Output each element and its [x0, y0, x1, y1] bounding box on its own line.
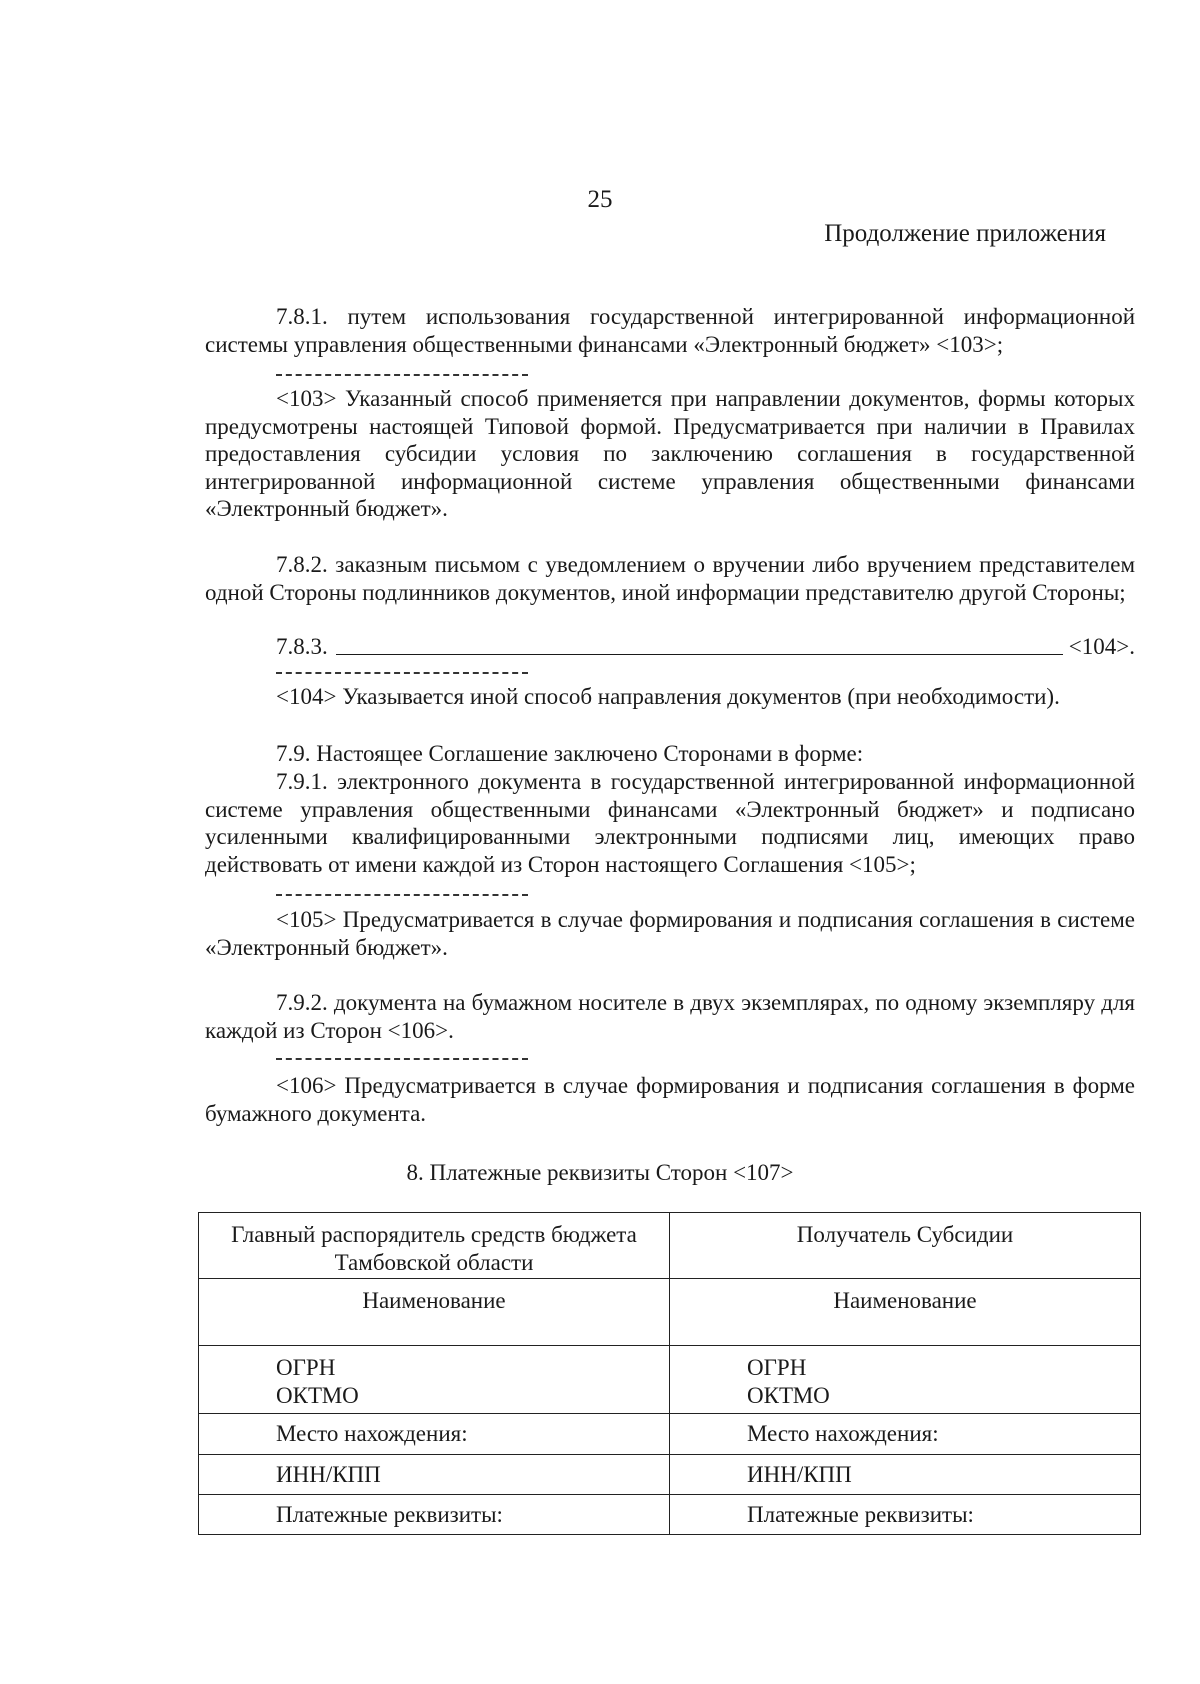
name-label: Наименование	[362, 1288, 506, 1313]
page-number: 25	[587, 186, 613, 213]
ogrn-label: ОГРН	[276, 1355, 336, 1380]
name-cell-recipient	[670, 1279, 1141, 1346]
location-label: Место нахождения:	[747, 1421, 939, 1446]
location-label: Место нахождения:	[276, 1421, 468, 1446]
footnote-104: <104> Указывается иной способ направления документов (при необходимости).	[276, 684, 1060, 709]
oktmo-label: ОКТМО	[276, 1383, 359, 1408]
blank-line	[336, 653, 1063, 655]
header-grantor-line2: Тамбовской области	[334, 1250, 534, 1275]
continuation-label: Продолжение приложения	[824, 220, 1106, 247]
payment-cell-recipient	[670, 1495, 1141, 1535]
header-recipient: Получатель Субсидии	[796, 1222, 1014, 1247]
name-label: Наименование	[833, 1288, 977, 1313]
inn-kpp-label: ИНН/КПП	[276, 1462, 381, 1487]
payment-label: Платежные реквизиты:	[276, 1502, 503, 1527]
paragraph-7-8-2: 7.8.2. заказным письмом с уведомлением о вручении либо вручением представителем одной Стороны подлинников документов, иной информации представителю другой Стороны;	[205, 552, 1135, 605]
inn-kpp-label: ИНН/КПП	[747, 1462, 852, 1487]
location-cell-recipient	[670, 1414, 1141, 1455]
ogrn-label: ОГРН	[747, 1355, 807, 1380]
footnote-separator	[276, 894, 528, 896]
ids-cell-recipient	[670, 1346, 1141, 1414]
paragraph-7-9-2: 7.9.2. документа на бумажном носителе в двух экземплярах, по одному экземпляру для каждой из Сторон <106>.	[205, 990, 1135, 1043]
oktmo-label: ОКТМО	[747, 1383, 830, 1408]
ids-cell-grantor	[199, 1346, 670, 1414]
footnote-103: <103> Указанный способ применяется при направлении документов, формы которых предусмотрены настоящей Типовой формой. Предусматривается при наличии в Правилах предоставления субсидии условия по заключению соглашения в государственной интегрированной информационной системе управления общественными финансами «Электронный бюджет».	[205, 386, 1135, 521]
footnote-ref-104: <104>.	[1068, 634, 1135, 659]
paragraph-7-8-3-number: 7.8.3.	[276, 634, 328, 659]
footnote-separator	[276, 672, 528, 674]
location-cell-grantor	[199, 1414, 670, 1455]
paragraph-7-9-1: 7.9.1. электронного документа в государственной интегрированной информационной системе управления общественными финансами «Электронный бюджет» и подписано усиленными квалифицированными электронными подписями лиц, имеющих право действовать от имени каждой из Сторон настоящего Соглашения <105>;	[205, 769, 1135, 877]
paragraph-7-8-1: 7.8.1. путем использования государственной интегрированной информационной системы управления общественными финансами «Электронный бюджет» <103>;	[205, 304, 1135, 357]
payment-label: Платежные реквизиты:	[747, 1502, 974, 1527]
paragraph-7-8-3	[276, 632, 1135, 660]
header-cell-grantor	[199, 1213, 670, 1279]
payment-details-table	[198, 1212, 1141, 1535]
name-cell-grantor	[199, 1279, 670, 1346]
inn-kpp-cell-recipient	[670, 1455, 1141, 1495]
header-grantor-line1: Главный распорядитель средств бюджета	[231, 1222, 637, 1247]
payment-cell-grantor	[199, 1495, 670, 1535]
header-cell-recipient	[670, 1213, 1141, 1279]
paragraph-7-9: 7.9. Настоящее Соглашение заключено Сторонами в форме:	[276, 741, 864, 766]
footnote-106: <106> Предусматривается в случае формирования и подписания соглашения в форме бумажного документа.	[205, 1073, 1135, 1126]
footnote-105: <105> Предусматривается в случае формирования и подписания соглашения в системе «Электронный бюджет».	[205, 907, 1135, 960]
footnote-separator	[276, 1058, 528, 1060]
section-8-title: 8. Платежные реквизиты Сторон <107>	[406, 1160, 794, 1185]
footnote-separator	[276, 374, 528, 376]
inn-kpp-cell-grantor	[199, 1455, 670, 1495]
